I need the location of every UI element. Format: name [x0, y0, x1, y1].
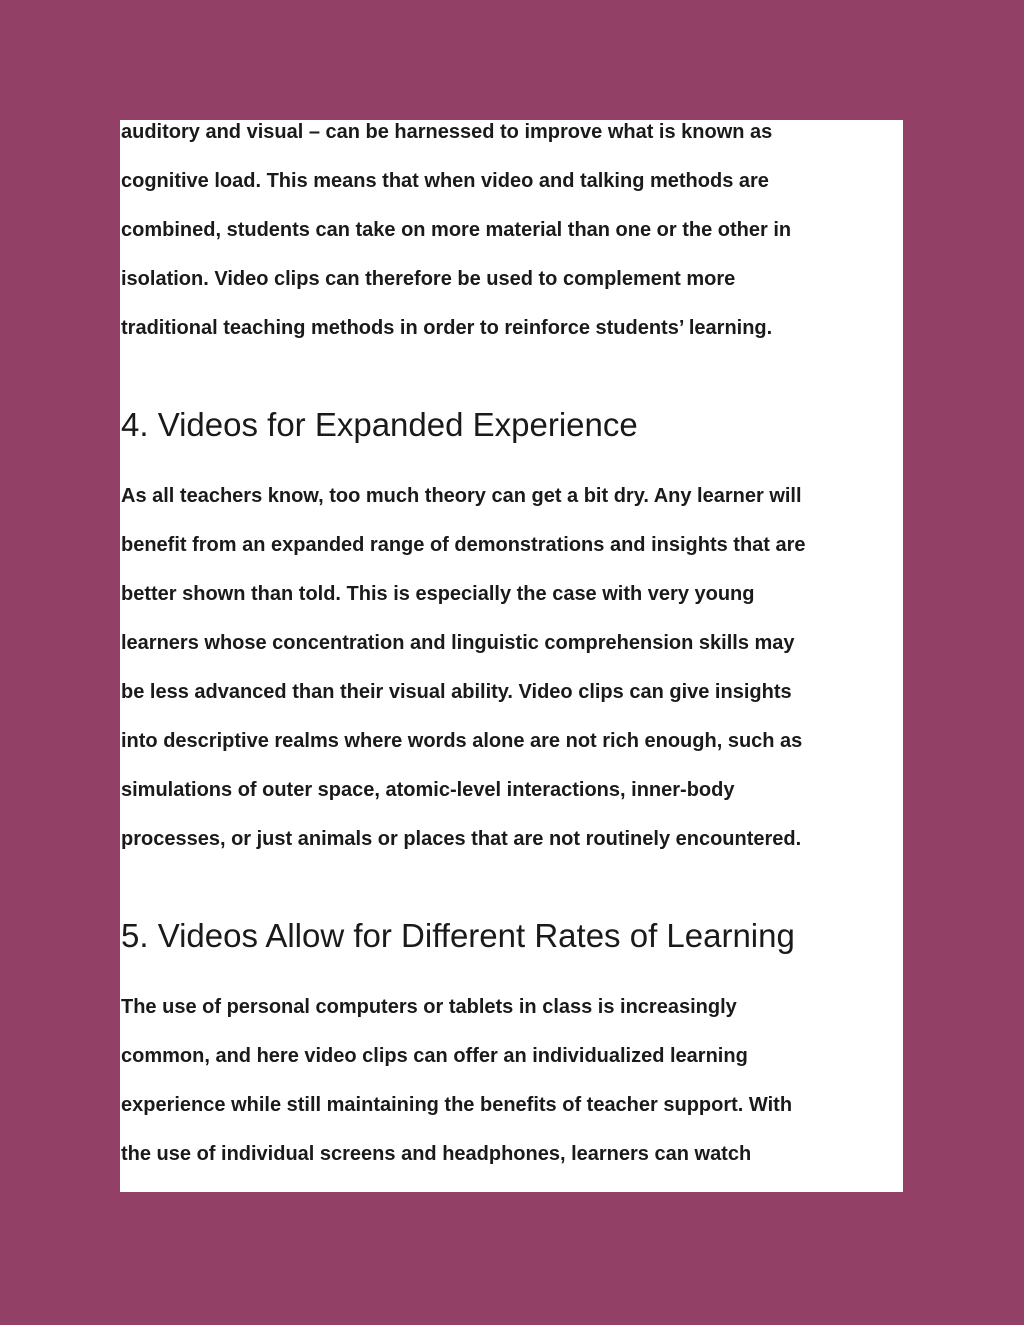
paragraph-line: common, and here video clips can offer an individualized learning	[121, 1045, 748, 1067]
paragraph-cognitive-load	[121, 120, 791, 353]
paragraph-line: experience while still maintaining the benefits of teacher support. With	[121, 1094, 793, 1116]
paragraph-line: traditional teaching methods in order to reinforce students’ learning.	[121, 317, 773, 339]
document-page	[120, 120, 903, 1192]
paragraph-expanded-experience	[121, 472, 806, 864]
paragraph-line: the use of individual screens and headphones, learners can watch	[121, 1143, 752, 1165]
paragraph-line: simulations of outer space, atomic-level interactions, inner-body	[121, 779, 735, 801]
paragraph-line: learners whose concentration and linguistic comprehension skills may	[121, 632, 795, 654]
paragraph-line: isolation. Video clips can therefore be used to complement more	[121, 268, 736, 290]
paragraph-line: into descriptive realms where words alone are not rich enough, such as	[121, 730, 803, 752]
paragraph-line: cognitive load. This means that when video and talking methods are	[121, 170, 769, 192]
section-heading-rates-of-learning: 5. Videos Allow for Different Rates of Learning	[121, 917, 795, 954]
paragraph-rates-of-learning	[121, 983, 792, 1179]
paragraph-line: benefit from an expanded range of demonstrations and insights that are	[121, 534, 806, 556]
paragraph-line: As all teachers know, too much theory can get a bit dry. Any learner will	[121, 485, 802, 507]
paragraph-line: processes, or just animals or places that are not routinely encountered.	[121, 828, 802, 850]
paragraph-line: The use of personal computers or tablets in class is increasingly	[121, 996, 737, 1018]
paragraph-line: combined, students can take on more material than one or the other in	[121, 219, 792, 241]
paragraph-line: auditory and visual – can be harnessed to improve what is known as	[121, 121, 773, 143]
paragraph-line: be less advanced than their visual ability. Video clips can give insights	[121, 681, 792, 703]
section-heading-expanded-experience: 4. Videos for Expanded Experience	[121, 406, 638, 443]
paragraph-line: better shown than told. This is especially the case with very young	[121, 583, 755, 605]
